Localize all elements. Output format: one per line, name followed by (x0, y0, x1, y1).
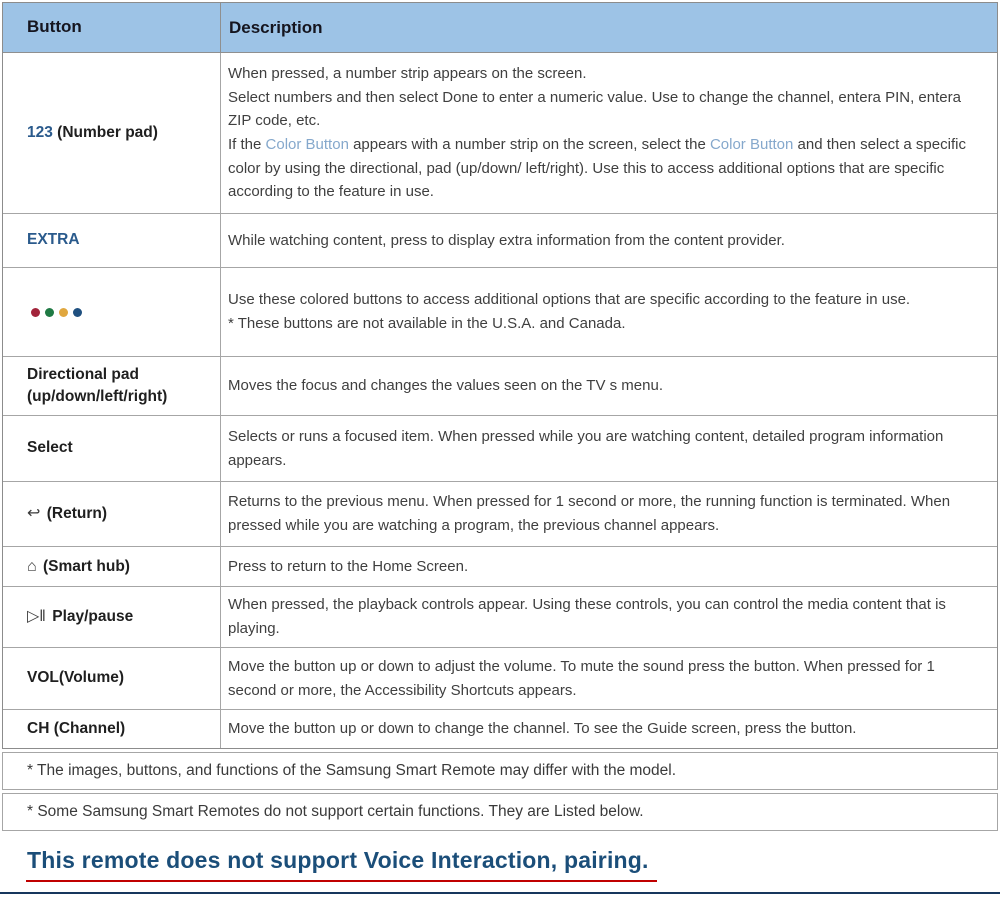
description-paragraph (228, 288, 987, 312)
button-cell (3, 482, 221, 546)
description-cell (221, 547, 997, 586)
header-cell-button: Button (3, 3, 221, 52)
color-button-link[interactable]: Color Button (265, 136, 349, 153)
table-row (3, 267, 997, 356)
description-cell (221, 53, 997, 213)
description-text: While watching content, press to display extra information from the content provider. (228, 231, 785, 249)
description-paragraph (228, 86, 987, 133)
description-cell (221, 587, 997, 647)
description-cell (221, 710, 997, 748)
button-name-label: Play/pause (47, 608, 134, 626)
blue-button-dot (73, 308, 82, 317)
description-paragraph (228, 655, 987, 702)
table-row (3, 586, 997, 647)
description-text: If the (228, 136, 266, 153)
description-text: When pressed, a number strip appears on the screen. (228, 64, 587, 82)
description-text: Returns to the previous menu. When pressed for 1 second or more, the running function is terminated. When pressed while you are watching a program, the previous channel appears. (228, 493, 951, 534)
description-paragraph (228, 229, 987, 253)
play-pause-icon: ▷‖ (27, 608, 46, 626)
table-header-row (3, 3, 997, 53)
button-cell (3, 53, 221, 213)
red-button-dot (31, 308, 40, 317)
button-cell (3, 587, 221, 647)
description-text: Move the button up or down to change the channel. To see the Guide screen, press the button. (228, 720, 857, 738)
table-row (3, 213, 997, 267)
button-cell (3, 268, 221, 356)
button-cell (3, 648, 221, 709)
description-text: and then select a specific color by using the directional, pad (up/down/ left/right). Use this to access additional options that are specific according to the feature in use. (228, 136, 966, 201)
description-paragraph (228, 133, 987, 204)
table-row (3, 415, 997, 481)
footnote-model-differ: * The images, buttons, and functions of the Samsung Smart Remote may differ with the model. (2, 752, 998, 790)
button-name-label: Select (27, 439, 73, 457)
description-paragraph (228, 62, 987, 86)
button-cell (3, 710, 221, 748)
description-text: Select numbers and then select Done to enter a numeric value. Use to change the channel, entera PIN, entera ZIP code, etc. (228, 88, 961, 130)
smart-hub-icon: ⌂ (27, 557, 37, 575)
yellow-button-dot (59, 308, 68, 317)
unsupported-features-heading: This remote does not support Voice Interaction, pairing. (26, 847, 657, 882)
table-body (3, 53, 997, 748)
button-name-link: EXTRA (27, 231, 80, 249)
color-buttons-icon (31, 308, 212, 317)
description-paragraph (228, 717, 987, 741)
description-text: Moves the focus and changes the values seen on the TV s menu. (228, 377, 663, 395)
button-name-label: (up/down/left/right) (27, 388, 168, 405)
description-cell (221, 648, 997, 709)
description-text: appears with a number strip on the screen, select the (348, 136, 710, 153)
button-name-label: Directional pad (27, 365, 139, 383)
button-name-label: (Smart hub) (38, 557, 130, 575)
description-text: Use these colored buttons to access additional options that are specific according to the feature in use. (228, 291, 911, 309)
green-button-dot (45, 308, 54, 317)
header-cell-description: Description (229, 17, 323, 37)
remote-description-document (2, 0, 998, 894)
button-name-link: 123 (27, 123, 53, 141)
footnote-unsupported-functions: * Some Samsung Smart Remotes do not support certain functions. They are Listed below. (2, 793, 998, 831)
description-cell (221, 416, 997, 481)
description-paragraph (228, 490, 987, 537)
return-icon: ↩ (27, 505, 41, 523)
description-text: Press to return to the Home Screen. (228, 557, 469, 575)
button-name-label: (Number pad) (52, 123, 158, 141)
button-cell (3, 416, 221, 481)
table-row (3, 546, 997, 586)
button-description-table (2, 2, 998, 749)
button-name-label: CH (Channel) (27, 719, 126, 737)
table-row (3, 709, 997, 748)
button-cell (3, 547, 221, 586)
description-text: * These buttons are not available in the U.S.A. and Canada. (228, 315, 626, 332)
description-text: Move the button up or down to adjust the volume. To mute the sound press the button. When pressed for 1 second or more, the Accessibility Shortcuts appears. (228, 657, 935, 699)
button-cell (3, 357, 221, 415)
table-row (3, 647, 997, 709)
description-cell (221, 357, 997, 415)
description-paragraph (228, 425, 987, 472)
button-name-label: VOL(Volume) (27, 669, 125, 687)
description-text: When pressed, the playback controls appear. Using these controls, you can control the media content that is playing. (228, 596, 946, 637)
button-cell (3, 214, 221, 267)
description-paragraph (228, 374, 987, 398)
table-row (3, 481, 997, 546)
button-name-label: (Return) (42, 505, 107, 523)
description-cell (221, 482, 997, 546)
description-text: Selects or runs a focused item. When pressed while you are watching content, detailed program information appears. (228, 427, 944, 469)
description-paragraph (228, 555, 987, 579)
description-paragraph (228, 593, 987, 640)
description-cell (221, 268, 997, 356)
color-button-link[interactable]: Color Button (709, 136, 794, 153)
description-paragraph (228, 312, 987, 336)
table-row (3, 53, 997, 213)
bottom-divider-rule (0, 892, 1000, 894)
table-row (3, 356, 997, 415)
description-cell (221, 214, 997, 267)
